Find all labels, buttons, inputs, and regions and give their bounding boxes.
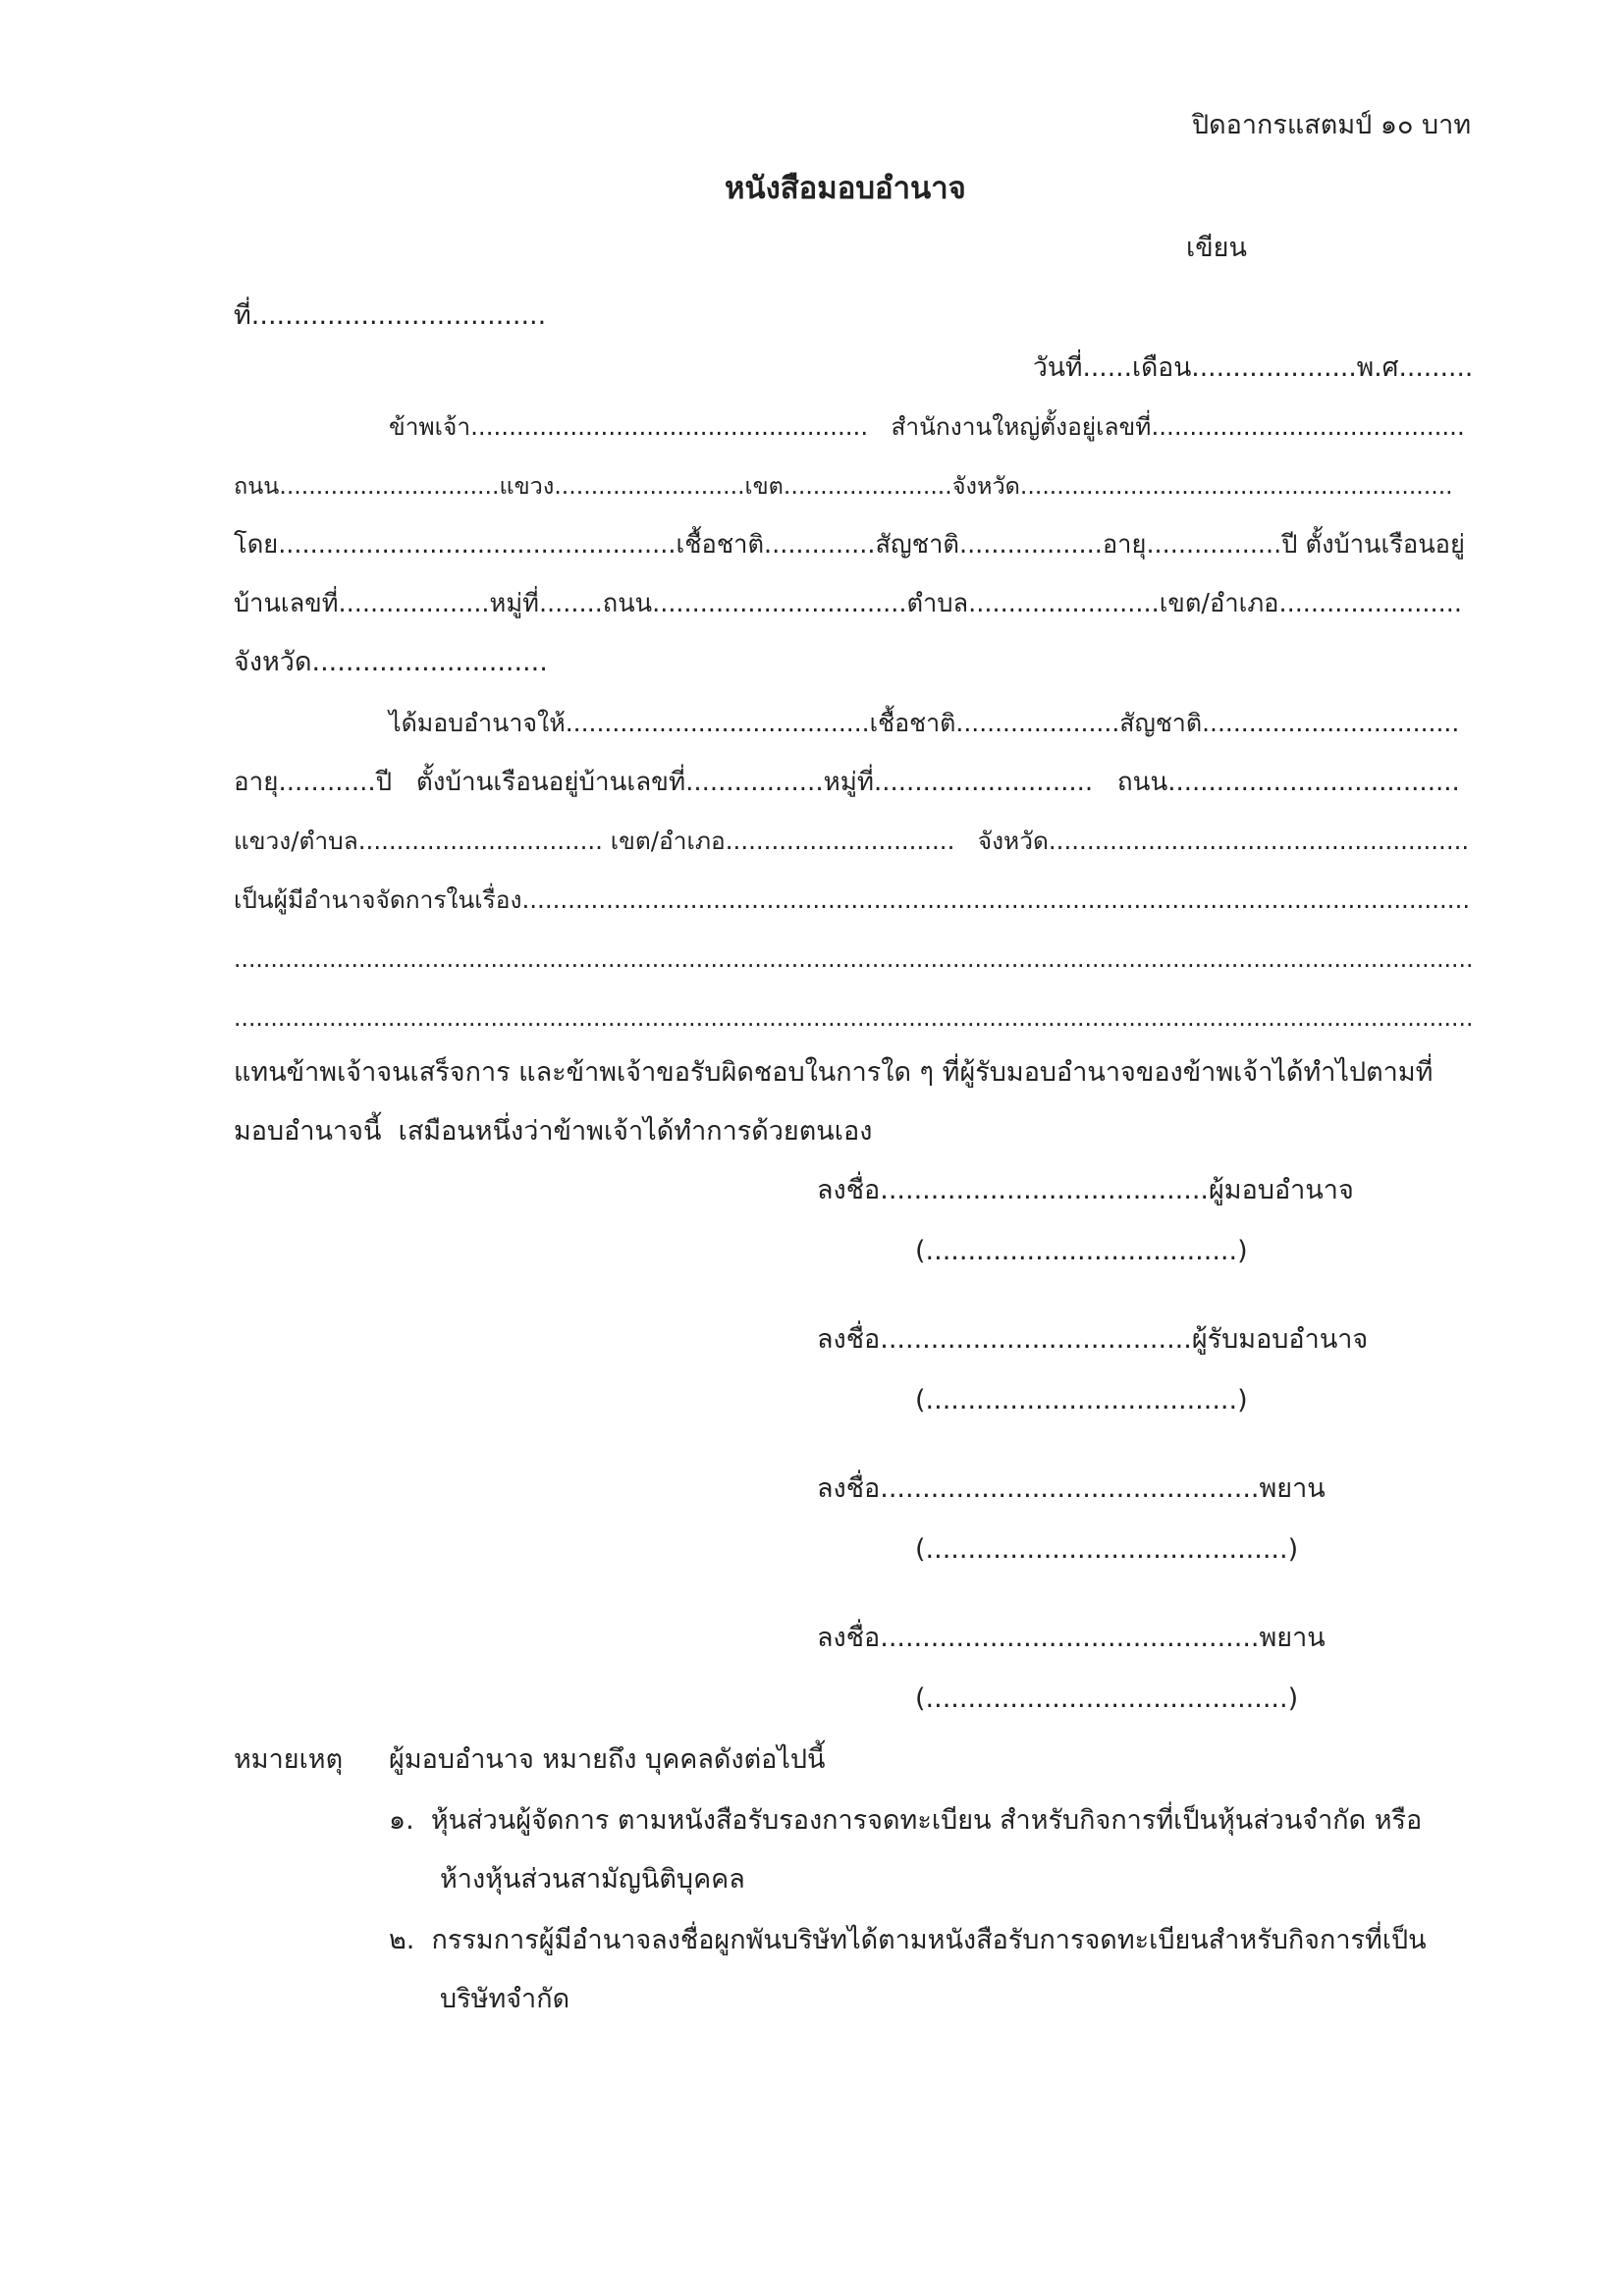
signature-grantor-line: ลงชื่อ.......................................ผู้มอบอำนาจ: [817, 1175, 1354, 1205]
signature-witness-2-name: (...........................................): [915, 1683, 1299, 1714]
responsibility-clause-line-1: แทนข้าพเจ้าจนเสร็จการ และข้าพเจ้าขอรับผิดชอบในการใด ๆ ที่ผู้รับมอบอำนาจของข้าพเจ้าได้ทำไปตามที่: [234, 1057, 1434, 1088]
remark-intro: ผู้มอบอำนาจ หมายถึง บุคคลดังต่อไปนี้: [389, 1744, 826, 1775]
attorney-age-address-line: อายุ............ปี ตั้งบ้านเรือนอยู่บ้านเลขที่.................หมู่ที่........................... ถนน....................................: [234, 768, 1460, 797]
signature-attorney-name: (.....................................): [915, 1385, 1248, 1415]
document-number-line: ที่...................................: [234, 300, 547, 331]
remark-item-1-continuation: ห้างหุ้นส่วนสามัญนิติบุคคล: [440, 1864, 745, 1895]
remark-label: หมายเหตุ: [234, 1744, 344, 1775]
representative-address-line: บ้านเลขที่...................หมู่ที่........ถนน................................ตำบล........................เขต/อำเภอ.......................: [234, 589, 1462, 618]
matter-continuation-line-2: .........................................................................................................................................................................: [234, 1004, 1474, 1032]
signature-witness-1-name: (...........................................): [915, 1534, 1299, 1565]
stamp-duty-note: ปิดอากรแสตมป์ ๑๐ บาท: [1192, 110, 1472, 140]
signature-grantor-name: (.....................................): [915, 1236, 1248, 1266]
attorney-name-line: ได้มอบอำนาจให้.......................................เชื้อชาติ.....................สัญชาติ.................................: [389, 709, 1460, 737]
signature-witness-1-line: ลงชื่อ.............................................พยาน: [817, 1473, 1326, 1504]
remark-item-1: ๑. หุ้นส่วนผู้จัดการ ตามหนังสือรับรองการจดทะเบียน สำหรับกิจการที่เป็นหุ้นส่วนจำกัด หรือ: [389, 1805, 1423, 1836]
matter-line: เป็นผู้มีอำนาจจัดการในเรื่อง............................................................................................................................: [234, 885, 1471, 914]
responsibility-clause-line-2: มอบอำนาจนี้ เสมือนหนึ่งว่าข้าพเจ้าได้ทำการด้วยตนเอง: [234, 1116, 873, 1147]
date-line: วันที่......เดือน....................พ.ศ.........: [1033, 352, 1474, 383]
signature-witness-2-line: ลงชื่อ.............................................พยาน: [817, 1623, 1326, 1653]
grantor-representative-line: โดย..................................................เชื้อชาติ..............สัญชาติ..................อายุ.................ปี ตั้งบ้านเรือนอยู่: [234, 530, 1465, 560]
remark-item-2-continuation: บริษัทจำกัด: [440, 1984, 570, 2014]
matter-continuation-line-1: .........................................................................................................................................................................: [234, 945, 1474, 973]
signature-attorney-line: ลงชื่อ.....................................ผู้รับมอบอำนาจ: [817, 1324, 1369, 1355]
remark-item-2: ๒. กรรมการผู้มีอำนาจลงชื่อผูกพันบริษัทได้ตามหนังสือรับการจดทะเบียนสำหรับกิจการที่เป็น: [389, 1925, 1427, 1955]
representative-province-line: จังหวัด............................: [234, 647, 548, 677]
document-title: หนังสือมอบอำนาจ: [725, 171, 966, 206]
grantor-address-line: ถนน..............................แขวง..........................เขต.......................จังหวัด...........................................................: [234, 472, 1453, 500]
attorney-district-line: แขวง/ตำบล................................ เขต/อำเภอ.............................. จังหวัด.......................................................: [234, 827, 1470, 855]
grantor-line: ข้าพเจ้า.................................................... สำนักงานใหญ่ตั้งอยู่เลขที่.........................................: [389, 412, 1465, 441]
written-at-label: เขียน: [1186, 233, 1247, 263]
